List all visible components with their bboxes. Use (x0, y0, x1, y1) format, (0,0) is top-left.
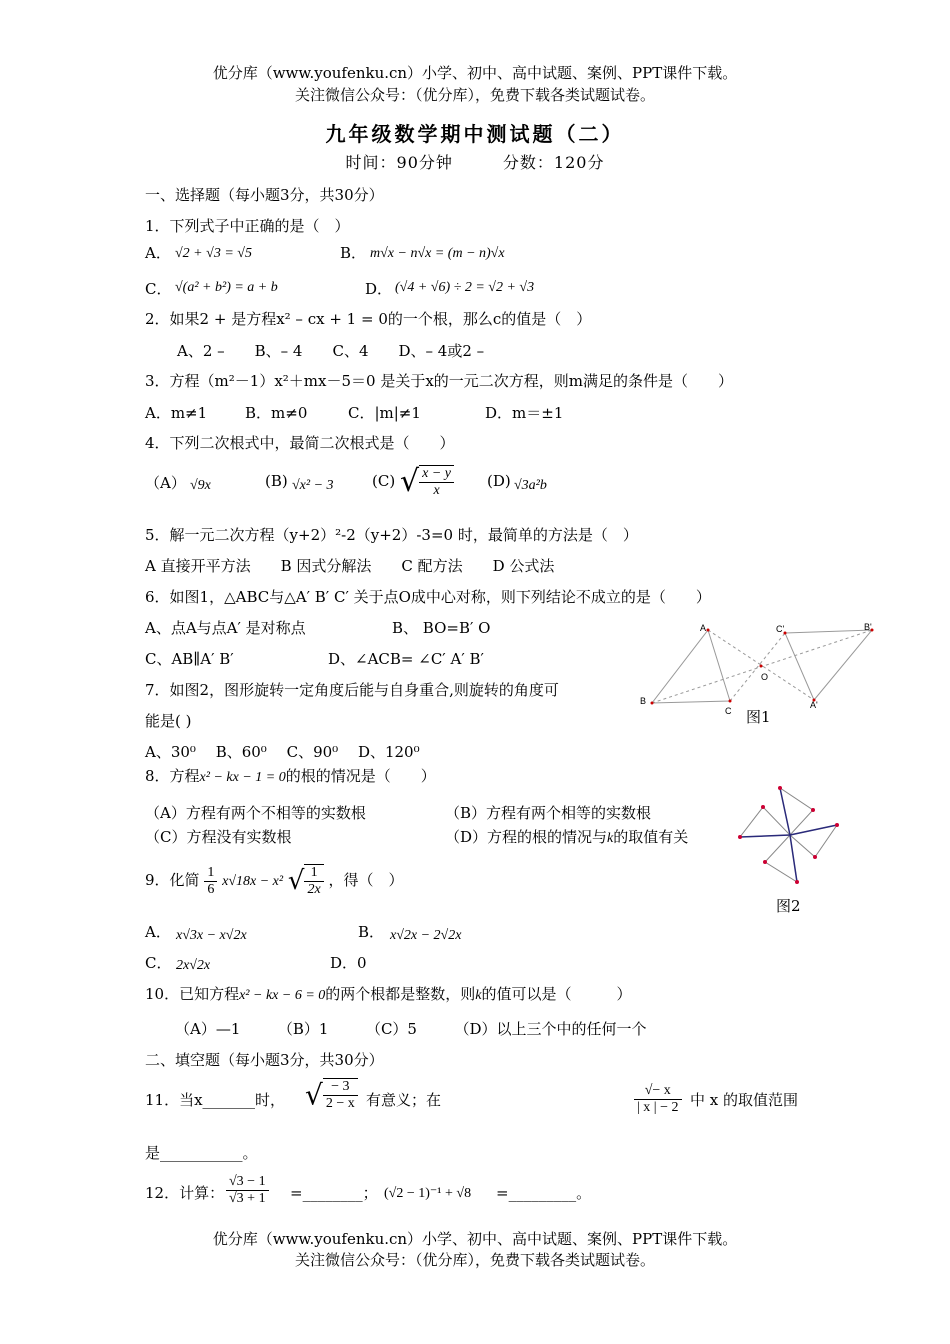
q9-stem-math: x√18x − x² (222, 874, 284, 889)
q9-b-math: x√2x − 2√2x (390, 928, 462, 943)
q8-stem-math: x² − kx − 1 = 0 (199, 770, 286, 785)
segment-c-c-prime (730, 633, 785, 701)
fig1-label-a: A (700, 623, 707, 633)
q9-frac-num: 1 (204, 865, 217, 882)
q6-a: A、点A与点A′ 是对称点 (145, 619, 306, 637)
subtitle (0, 150, 950, 173)
q4-c-label: (C) (372, 472, 396, 490)
section-1-heading: 一、选择题（每小题3分，共30分） (145, 186, 384, 204)
q4-b-label: (B) (265, 472, 288, 490)
q2-stem: 2．如果2 + 是方程x² – cx + 1 = 0的一个根，那么c的值是（ ） (145, 310, 592, 328)
q4-d-math: √3a²b (514, 478, 547, 493)
q8-d-pre: （D）方程的根的情况与 (445, 828, 608, 846)
fig1-label-b-prime: B' (864, 622, 872, 632)
q10-stem-pre: 10．已知方程 (145, 985, 240, 1003)
q9-b-label: B． (358, 923, 385, 941)
q10-stem-var: k (475, 988, 482, 1003)
q10-stem-mid: 的两个根都是整数，则 (325, 985, 476, 1003)
q9-stem: 9．化简 $\frac{1}{6}$ x√18x − x² √ $\frac{1}{2x}$ ，得（ ） (145, 864, 404, 897)
footer-line-1: 优分库（www.youfenku.cn）小学、初中、高中试题、案例、PPT课件下载。 (212, 1230, 738, 1248)
q3-stem: 3．方程（m²－1）x²＋mx－5＝0 是关于x的一元二次方程，则m满足的条件是（ ） (145, 372, 734, 390)
q6-d: D、∠ACB= ∠C′ A′ B′ (328, 650, 484, 668)
q12-pre: 12．计算： (145, 1184, 225, 1202)
fig1-label-o: O (761, 672, 769, 682)
q4-c-num: x − y (419, 466, 454, 483)
q1-d-label: D． (365, 280, 393, 298)
q10-options: （A）—1 （B）1 （C）5 （D）以上三个中的任何一个 (175, 1020, 647, 1038)
q9-stem-post: ，得（ ） (328, 871, 404, 889)
q4-c-math: √ $\frac{x - y}{x}$ (400, 464, 454, 499)
q9-c-math: 2x√2x (176, 958, 211, 973)
q5-stem: 5．解一元二次方程（y+2）²-2（y+2）-3=0 时，最简单的方法是（ ） (145, 526, 638, 544)
q8-b: （B）方程有两个相等的实数根 (445, 804, 652, 822)
q8-d (445, 826, 688, 847)
q8-d-post: 的取值有关 (613, 828, 689, 846)
q9-stem-pre: 9．化简 (145, 871, 200, 889)
q11-frac2-num: √− x (634, 1083, 682, 1100)
q9-c-label: C． (145, 954, 172, 972)
q3-b: B．m≠0 (245, 404, 308, 422)
q11-frac2-den: | x | − 2 (637, 1100, 679, 1115)
q6-b: B、 BO=B′ O (392, 619, 491, 637)
footer-line-2: 关注微信公众号：（优分库），免费下载各类试题试卷。 (294, 1251, 655, 1269)
q12-frac-num: √3 − 1 (226, 1174, 269, 1191)
fig1-caption: 图1 (746, 708, 771, 726)
q2-options: A、2 – B、– 4 C、4 D、– 4或2 – (177, 342, 485, 360)
q3-c: C．|m|≠1 (348, 404, 421, 422)
fig1-label-c: C (725, 706, 732, 716)
q1-stem: 1．下列式子中正确的是（ ） (145, 217, 350, 235)
fig1-label-c-prime: C' (776, 624, 785, 634)
q11-mid: 有意义；在 (366, 1091, 442, 1109)
q1-a-math: √2 + √3 = √5 (175, 246, 252, 261)
q4-b-math: √x² − 3 (292, 478, 334, 493)
page-title: 九年级数学期中测试题（二） (325, 122, 625, 146)
q11-frac: √ $\frac{- 3}{2 - x}$ (305, 1078, 358, 1112)
q12-frac (226, 1174, 269, 1207)
header-line-1: 优分库（www.youfenku.cn）小学、初中、高中试题、案例、PPT课件下载。 (212, 64, 738, 82)
q1-b-math: m√x − n√x = (m − n)√x (370, 246, 505, 261)
q8-stem (145, 765, 436, 786)
q7-stem-line1: 7．如图2，图形旋转一定角度后能与自身重合,则旋转的角度可 (145, 681, 559, 699)
q3-a: A．m≠1 (145, 404, 208, 422)
q6-stem: 6．如图1，△ABC与△A′ B′ C′ 关于点O成中心对称，则下列结论不成立的是（ ） (145, 588, 711, 606)
q12-math2: (√2 − 1)⁻¹ + √8 (384, 1186, 472, 1201)
q8-d-var: k (607, 831, 614, 846)
q1-c-math: √(a² + b²) = a + b (175, 280, 278, 295)
q6-c: C、AB∥A′ B′ (145, 650, 234, 668)
fig1-label-b: B (640, 696, 647, 706)
q9-a-math: x√3x − x√2x (176, 928, 247, 943)
triangle-abc (652, 630, 730, 703)
q4-c-den: x (433, 482, 440, 498)
section-2-heading: 二、填空题（每小题3分，共30分） (145, 1051, 384, 1069)
fig2-caption: 图2 (776, 897, 801, 915)
q9-frac2-den: 2x (307, 882, 321, 897)
subtitle-score: 分数：120分 (502, 153, 605, 172)
q12-post: =_________。 (496, 1184, 592, 1202)
q9-a-label: A． (145, 923, 171, 941)
q4-d-label: (D) (487, 472, 511, 490)
q10-stem-post: 的值可以是（ ） (481, 985, 632, 1003)
q11-line2: 是___________。 (145, 1144, 258, 1162)
q1-a-label: A． (145, 244, 171, 262)
q10-stem-math: x² − kx − 6 = 0 (239, 988, 326, 1003)
q9-frac-den: 6 (207, 881, 215, 897)
q9-frac2-num: 1 (304, 865, 323, 882)
q7-stem-line2: 能是( ) (145, 712, 192, 730)
q11-frac2 (634, 1083, 682, 1116)
q8-stem-pre: 8．方程 (145, 767, 200, 785)
q4-a-math: √9x (190, 478, 211, 493)
q8-c: （C）方程没有实数根 (145, 828, 292, 846)
q12-frac-den: √3 + 1 (229, 1191, 266, 1206)
q9-d: D．0 (330, 954, 367, 972)
q10-stem (145, 983, 632, 1004)
q5-options: A 直接开平方法 B 因式分解法 C 配方法 D 公式法 (145, 557, 555, 575)
q7-options: A、30⁰ B、60⁰ C、90⁰ D、120⁰ (145, 743, 420, 761)
q11-frac-num: − 3 (323, 1079, 358, 1096)
fig1-label-a-prime: A' (810, 700, 818, 710)
header-line-2: 关注微信公众号：（优分库），免费下载各类试题试卷。 (294, 86, 655, 104)
triangle-a-prime-b-prime-c-prime (785, 630, 872, 700)
q4-a-label: （A） (145, 474, 186, 492)
q8-a: （A）方程有两个不相等的实数根 (145, 804, 366, 822)
q1-b-label: B． (340, 244, 367, 262)
q8-stem-post: 的根的情况是（ ） (285, 767, 436, 785)
q1-d-math: (√4 + √6) ÷ 2 = √2 + √3 (395, 280, 535, 295)
q3-d: D．m＝±1 (485, 404, 564, 422)
figure-2 (735, 785, 845, 890)
q11-pre: 11．当x_______时， (145, 1091, 286, 1109)
q1-c-label: C． (145, 280, 172, 298)
q11-frac-den: 2 − x (325, 1096, 355, 1111)
q4-stem: 4．下列二次根式中，最简二次根式是（ ） (145, 434, 455, 452)
subtitle-time: 时间：90分钟 (345, 153, 453, 172)
q11-post: 中 x 的取值范围 (690, 1091, 798, 1109)
q12-mid: =________； (290, 1184, 378, 1202)
